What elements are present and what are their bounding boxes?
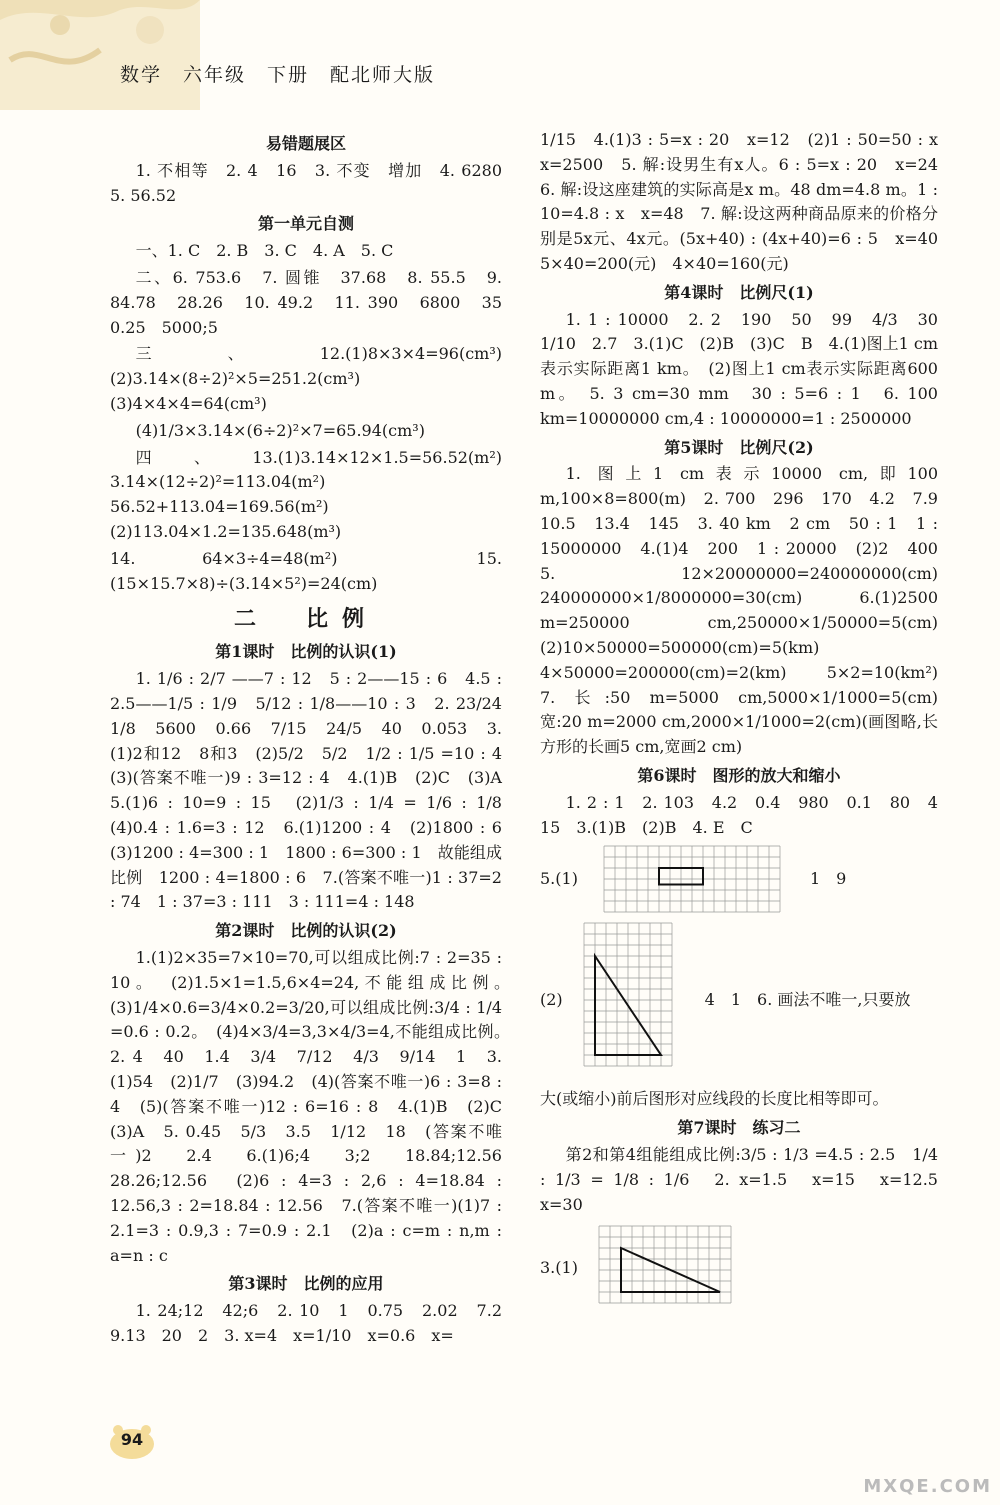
page-number: 94 xyxy=(120,1430,144,1449)
answer-paragraph: 二、6. 753.6 7. 圆锥 37.68 8. 55.5 9. 84.78 28.26 10. 49.2 11. 390 6800 35 0.25 5000;5 xyxy=(110,267,519,337)
section-heading: 第3课时 比例的应用 xyxy=(228,1274,384,1294)
answer-paragraph: 14. 64×3÷4=48(m²) 15. (15×15.7×8)÷(3.14×5²)=24(cm) xyxy=(110,548,502,593)
answer-paragraph: 一、1. C 2. B 3. C 4. A 5. C xyxy=(135,241,394,261)
grid-figure-right-triangle xyxy=(594,1221,754,1316)
chapter-title: 二 比例 xyxy=(233,606,378,633)
section-heading: 第7课时 练习二 xyxy=(677,1118,801,1138)
figure-row xyxy=(540,844,938,914)
right-column xyxy=(540,128,955,1320)
section-heading: 第2课时 比例的认识(2) xyxy=(215,921,397,941)
figure-label: (2) xyxy=(540,990,563,1010)
section-heading: 第6课时 图形的放大和缩小 xyxy=(637,765,841,785)
page-header: 数学 六年级 下册 配北师大版 xyxy=(120,64,436,86)
answer-paragraph: 1.(1)2×35=7×10=70,可以组成比例:7 : 2=35 : 10。 (2)1.5×1=1.5,6×4=24,不能组成比例。 (3)1/4×0.6=3/4×0.2=3/20,可以组成比例:3/4 : 1/4 =0.6 : 0.2。 (4)4×3/4=3,3×4/3=4,不能组成比例。 2. 4 40 1.4 3/4 7/12 4/3 9/14 1 3.(1)54 (2)1/7 (3)94.2 (4)(答案不唯一)6 : 3=8 : 4 (5)(答案不唯一)12 : 6=16 : 8 4.(1)B (2)C (3)A 5. 0.45 5/3 3.5 1/12 18 (答案不唯一)2 2.4 6.(1)6;4 3;2 18.84;12.56 28.26;12.56 (2)6 : 4=3 : 2,6 : 4=18.84 : 12.56,3 : 2=18.84 : 12.56 7.(答案不唯一)(1)7 : 2.1=3 : 0.9,3 : 7=0.9 : 2.1 (2)a : c=m : n,m : a=n : c xyxy=(110,948,519,1265)
figure-label: 3.(1) xyxy=(540,1258,578,1278)
left-column xyxy=(110,128,519,1351)
figure-trailing-text: 4 1 6. 画法不唯一,只要放 xyxy=(704,990,911,1010)
figure-trailing-text: 1 9 xyxy=(809,868,847,888)
section-heading: 第4课时 比例尺(1) xyxy=(664,282,814,302)
answer-paragraph: 1. 1/6 : 2/7 ——7 : 12 5 : 2——15 : 6 4.5 : 2.5——1/5 : 1/9 5/12 : 1/8——10 : 3 2. 23/24 1/8 5600 0.66 7/15 24/5 40 0.053 3.(1)2和12 8和3 (2)5/2 5/2 1/2 : 1/5 =10 : 4 (3)(答案不唯一)9 : 3=12 : 4 4.(1)B (2)C (3)A 5.(1)6 : 10=9 : 15 (2)1/3 : 1/4 = 1/6 : 1/8 (4)0.4 : 1.6=3 : 12 6.(1)1200 : 4 (2)1800 : 6 (3)1200 : 4=300 : 1 1800 : 6=300 : 1 故能组成比例 1200 : 4=1800 : 6 7.(答案不唯一)1 : 37=2 : 74 1 : 37=3 : 111 3 : 111=4 : 148 xyxy=(110,669,519,912)
section-heading: 第5课时 比例尺(2) xyxy=(664,437,814,457)
figure-row xyxy=(540,918,938,1083)
figure-label: 5.(1) xyxy=(540,868,578,888)
grid-figure-rectangle xyxy=(594,844,794,914)
answer-paragraph: 四、13.(1)3.14×12×1.5=56.52(m²) 3.14×(12÷2)²=113.04(m²) 56.52+113.04=169.56(m²) (2)113.04×1.2=135.648(m³) xyxy=(110,447,519,541)
answer-paragraph: 1. 图上1 cm表示10000 cm,即100 m,100×8=800(m) 2. 700 296 170 4.2 7.9 10.5 13.4 145 3. 40 km 2 cm 50 : 1 1 : 15000000 4.(1)4 200 1 : 20000 (2)2 400 5. 12×20000000=240000000(cm) 240000000×1/8000000=30(cm) 6.(1)2500 m=250000 cm,250000×1/50000=5(cm) (2)10×50000=500000(cm)=5(km) 4×50000=200000(cm)=2(km) 5×2=10(km²) 7. 长:50 m=5000 cm,5000×1/1000=5(cm) 宽:20 m=2000 cm,2000×1/1000=2(cm)(画图略,长方形的长画5 cm,宽画2 cm) xyxy=(540,464,955,757)
section-heading: 第1课时 比例的认识(1) xyxy=(215,642,397,662)
watermark-text: MXQE.COM xyxy=(863,1476,992,1497)
answer-paragraph: 1. 1 : 10000 2. 2 190 50 99 4/3 30 1/10 2.7 3.(1)C (2)B (3)C B 4.(1)图上1 cm表示实际距离1 km。 (2)图上1 cm表示实际距离600 m。 5. 3 cm=30 mm 30 : 5=6 : 1 6. 100 km=10000000 cm,4 : 10000000=1 : 2500000 xyxy=(540,309,955,428)
floral-decoration xyxy=(0,0,200,110)
answer-paragraph: 第2和第4组能组成比例:3/5 : 1/3 =4.5 : 2.5 1/4 : 1/3 = 1/8 : 1/6 2. x=1.5 x=15 x=12.5 x=30 xyxy=(540,1144,955,1214)
page-number-badge xyxy=(108,1424,156,1460)
answer-paragraph: 大(或缩小)前后图形对应线段的长度比相等即可。 xyxy=(540,1089,889,1109)
section-heading: 第一单元自测 xyxy=(257,214,354,234)
section-heading: 易错题展区 xyxy=(265,134,346,153)
answer-paragraph: 三、12.(1)8×3×4=96(cm³) (2)3.14×(8÷2)²×5=251.2(cm³) (3)4×4×4=64(cm³) xyxy=(110,344,519,413)
answer-paragraph: 1. 24;12 42;6 2. 10 1 0.75 2.02 7.2 9.13 20 2 3. x=4 x=1/10 x=0.6 x= xyxy=(110,1301,519,1345)
grid-figure-triangle xyxy=(579,918,689,1083)
answer-paragraph: (4)1/3×3.14×(6÷2)²×7=65.94(cm³) xyxy=(135,420,425,440)
answer-paragraph: 1. 2 : 1 2. 103 4.2 0.4 980 0.1 80 4 15 3.(1)B (2)B 4. E C xyxy=(540,792,955,837)
answer-paragraph: 1/15 4.(1)3 : 5=x : 20 x=12 (2)1 : 50=50 : x x=2500 5. 解:设男生有x人。6 : 5=x : 20 x=24 6. 解:设这座建筑的实际高是x m。48 dm=4.8 m。1 : 10=4.8 : x x=48 7. 解:设这两种商品原来的价格分别是5x元、4x元。(5x+40) : (4x+40)=6 : 5 x=40 5×40=200(元) 4×40=160(元) xyxy=(540,130,955,273)
figure-row xyxy=(540,1221,938,1316)
answer-paragraph: 1. 不相等 2. 4 16 3. 不变 增加 4. 6280 5. 56.52 xyxy=(110,160,519,205)
watermark xyxy=(802,1417,992,1497)
